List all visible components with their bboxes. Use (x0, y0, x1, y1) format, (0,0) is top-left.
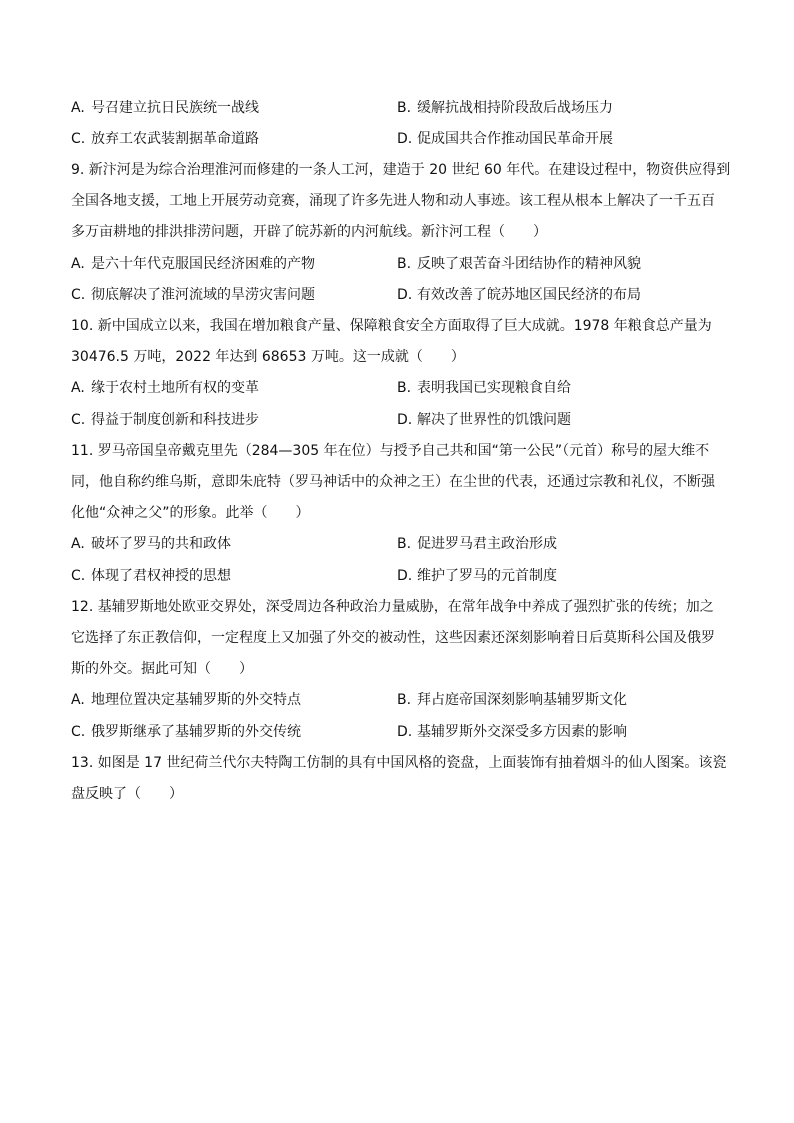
option-letter: B. (397, 100, 412, 116)
option-letter: D. (397, 287, 413, 303)
q10-stem-line-2: 30476.5 万吨，2022 年达到 68653 万吨。这一成就（ ） (71, 349, 465, 365)
option-letter: A. (71, 100, 85, 116)
q11-option-b[interactable] (397, 535, 557, 553)
q10-stem-line-1: 10. 新中国成立以来，我国在增加粮食产量、保障粮食安全方面取得了巨大成就。1978 年粮食总产量为 (71, 318, 712, 334)
q9-stem-line-2: 全国各地支援，工地上开展劳动竞赛，涌现了许多先进人物和动人事迹。该工程从根本上解决了一千五百 (71, 193, 715, 209)
q10-option-b[interactable] (397, 379, 571, 397)
option-letter: B. (397, 692, 412, 708)
option-text: 反映了艰苦奋斗团结协作的精神风貌 (417, 256, 641, 272)
q12-options-row-1 (71, 691, 721, 709)
option-letter: D. (397, 568, 413, 584)
q11-options-row-2 (71, 567, 721, 585)
option-text: 体现了君权神授的思想 (91, 568, 231, 584)
q12-option-d[interactable] (397, 723, 627, 741)
option-text: 表明我国已实现粮食自给 (417, 380, 571, 396)
q12-option-c[interactable] (71, 723, 301, 741)
option-text: 拜占庭帝国深刻影响基辅罗斯文化 (417, 692, 627, 708)
option-text: 维护了罗马的元首制度 (417, 568, 557, 584)
q10-options-row-2 (71, 411, 721, 429)
option-letter: B. (397, 380, 412, 396)
option-letter: B. (397, 536, 412, 552)
q11-stem-line-3: 化他“众神之父”的形象。此举（ ） (71, 505, 310, 521)
option-letter: B. (397, 256, 412, 272)
q8-option-b[interactable] (397, 99, 613, 117)
q9-stem-line-3: 多万亩耕地的排洪排涝问题，开辟了皖苏新的内河航线。新汴河工程（ ） (71, 224, 547, 240)
option-letter: C. (71, 131, 86, 147)
option-text: 缓解抗战相持阶段敌后战场压力 (417, 100, 613, 116)
q12-option-b[interactable] (397, 691, 627, 709)
option-letter: A. (71, 536, 85, 552)
q12-options-row-2 (71, 723, 721, 741)
q8-option-a[interactable] (71, 99, 259, 117)
q11-stem-line-2: 同，他自称约维乌斯，意即朱庇特（罗马神话中的众神之王）在尘世的代表，还通过宗教和礼仪，不断强 (71, 474, 715, 490)
q9-option-b[interactable] (397, 255, 641, 273)
q11-options-row-1 (71, 535, 721, 553)
option-text: 促进罗马君主政治形成 (417, 536, 557, 552)
option-text: 得益于制度创新和科技进步 (91, 412, 259, 428)
option-text: 彻底解决了淮河流域的旱涝灾害问题 (91, 287, 315, 303)
option-text: 地理位置决定基辅罗斯的外交特点 (91, 692, 301, 708)
q11-stem-line-1: 11. 罗马帝国皇帝戴克里先（284—305 年在位）与授予自己共和国“第一公民”（元首）称号的屋大维不 (71, 443, 710, 459)
option-letter: D. (397, 131, 413, 147)
q9-options-row-2 (71, 286, 721, 304)
q8-option-d[interactable] (397, 130, 613, 148)
option-letter: A. (71, 692, 85, 708)
option-letter: C. (71, 724, 86, 740)
q11-option-a[interactable] (71, 535, 231, 553)
q13-stem-line-1: 13. 如图是 17 世纪荷兰代尔夫特陶工仿制的具有中国风格的瓷盘，上面装饰有抽着烟斗的仙人图案。该瓷 (71, 755, 727, 771)
q13-stem-line-2: 盘反映了（ ） (71, 786, 183, 802)
q9-option-a[interactable] (71, 255, 315, 273)
option-letter: C. (71, 568, 86, 584)
option-letter: C. (71, 412, 86, 428)
option-text: 号召建立抗日民族统一战线 (91, 100, 259, 116)
option-text: 解决了世界性的饥饿问题 (417, 412, 571, 428)
option-letter: A. (71, 256, 85, 272)
q12-option-a[interactable] (71, 691, 301, 709)
option-text: 是六十年代克服国民经济困难的产物 (91, 256, 315, 272)
q8-options-row-2 (71, 130, 721, 148)
option-letter: A. (71, 380, 85, 396)
q11-option-d[interactable] (397, 567, 557, 585)
option-text: 缘于农村土地所有权的变革 (91, 380, 259, 396)
q10-option-d[interactable] (397, 411, 571, 429)
q9-option-d[interactable] (397, 286, 641, 304)
q12-stem-line-1: 12. 基辅罗斯地处欧亚交界处，深受周边各种政治力量威胁，在常年战争中养成了强烈扩张的传统；加之 (71, 599, 714, 615)
blank-illustration-area (71, 815, 721, 1075)
option-text: 促成国共合作推动国民革命开展 (417, 131, 613, 147)
q10-options-row-1 (71, 379, 721, 397)
q8-option-c[interactable] (71, 130, 259, 148)
option-letter: D. (397, 724, 413, 740)
q9-options-row-1 (71, 255, 721, 273)
q8-options-row-1 (71, 99, 721, 117)
option-letter: C. (71, 287, 86, 303)
q11-option-c[interactable] (71, 567, 231, 585)
q9-option-c[interactable] (71, 286, 315, 304)
q10-option-c[interactable] (71, 411, 259, 429)
q12-stem-line-2: 它选择了东正教信仰，一定程度上又加强了外交的被动性，这些因素还深刻影响着日后莫斯科公国及俄罗 (71, 630, 715, 646)
option-text: 放弃工农武装割据革命道路 (91, 131, 259, 147)
option-letter: D. (397, 412, 413, 428)
option-text: 有效改善了皖苏地区国民经济的布局 (417, 287, 641, 303)
q9-stem-line-1: 9. 新汴河是为综合治理淮河而修建的一条人工河，建造于 20 世纪 60 年代。在建设过程中，物资供应得到 (71, 162, 731, 178)
option-text: 基辅罗斯外交深受多方因素的影响 (417, 724, 627, 740)
q12-stem-line-3: 斯的外交。据此可知（ ） (71, 661, 253, 677)
option-text: 破坏了罗马的共和政体 (91, 536, 231, 552)
option-text: 俄罗斯继承了基辅罗斯的外交传统 (91, 724, 301, 740)
q10-option-a[interactable] (71, 379, 259, 397)
